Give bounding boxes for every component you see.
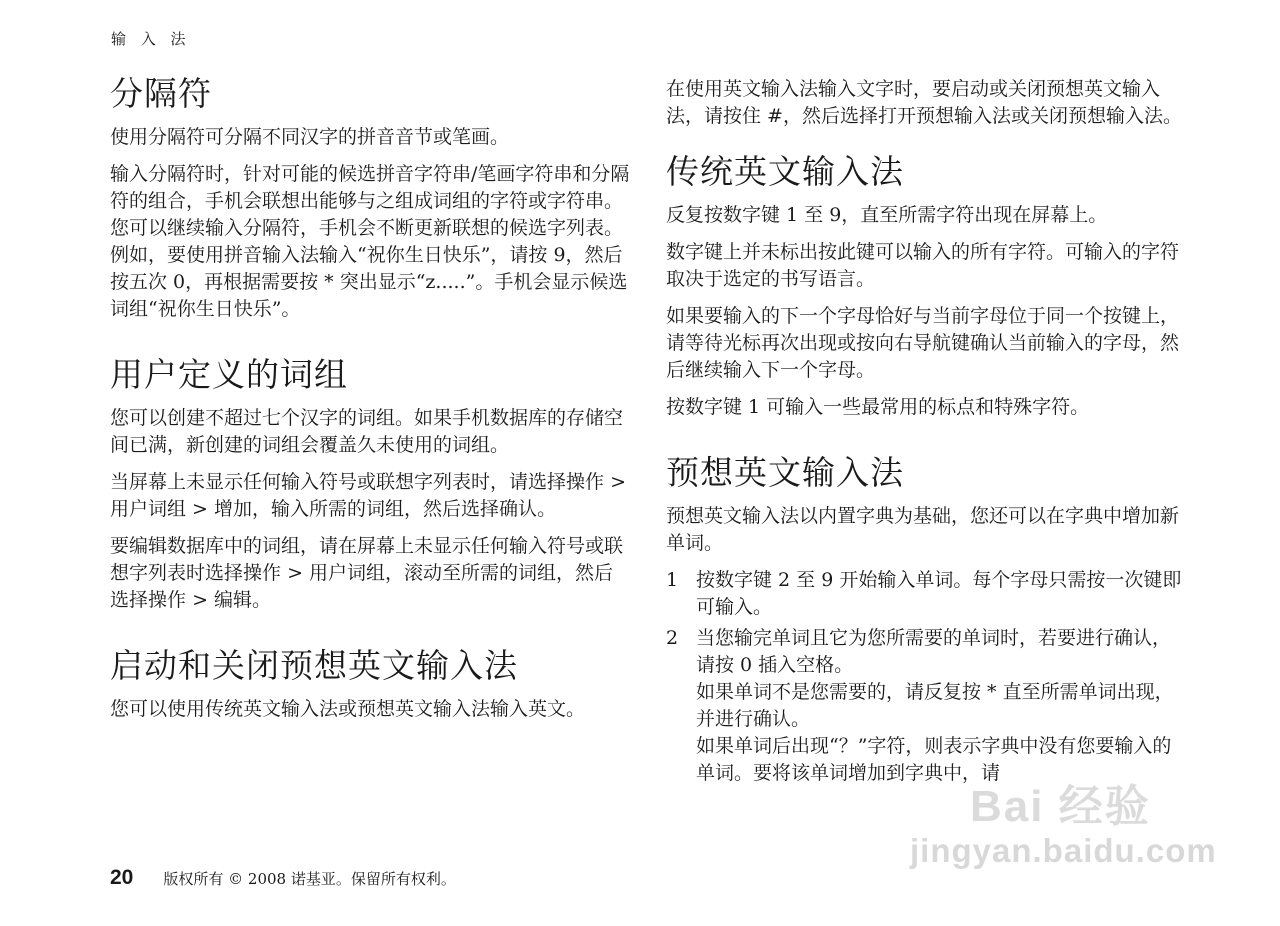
menu-path-edit: 编辑 bbox=[214, 589, 253, 611]
paragraph: 在使用英文输入法输入文字时，要启动或关闭预想英文输入法，请按住 #，然后选择打开预想输入法或关闭预想输入法。 bbox=[666, 78, 1183, 127]
key-hash: # bbox=[767, 105, 783, 127]
section-title-user-phrases: 用户定义的词组 bbox=[110, 355, 348, 394]
steps-list bbox=[666, 567, 1186, 787]
section-title-predictive: 预想英文输入法 bbox=[666, 453, 904, 492]
menu-path-confirm: 确认 bbox=[499, 498, 538, 520]
watermark-url: jingyan.baidu.com bbox=[910, 832, 1217, 869]
section-title-separator: 分隔符 bbox=[110, 74, 212, 113]
paragraph: 反复按数字键 1 至 9，直至所需字符出现在屏幕上。 bbox=[666, 204, 1108, 226]
section-title-traditional: 传统英文输入法 bbox=[666, 152, 904, 191]
paragraph: 要编辑数据库中的词组，请在屏幕上未显示任何输入符号或联想字列表时选择操作 > 用户词组，滚动至所需的词组，然后选择操作 > 编辑。 bbox=[110, 535, 624, 611]
menu-option-writing-language: 书写语言 bbox=[780, 268, 857, 290]
menu-path-user-phrases: 用户词组 bbox=[110, 498, 187, 520]
paragraph: 使用分隔符可分隔不同汉字的拼音音节或笔画。 bbox=[110, 126, 510, 148]
paragraph: 输入分隔符时，针对可能的候选拼音字符串/笔画字符串和分隔符的组合，手机会联想出能够与之组成词组的字符或字符串。您可以继续输入分隔符，手机会不断更新联想的候选字列表。例如，要使用拼音输入法输入“祝你生日快乐”，请按 9，然后按五次 0，再根据需要按 * 突出显示“z.....”。手机会显示候选词组“祝你生日快乐”。 bbox=[110, 163, 630, 320]
menu-path-options: 操作 bbox=[148, 589, 187, 611]
paragraph: 您可以使用传统英文输入法或预想英文输入法输入英文。 bbox=[110, 698, 586, 720]
right-column bbox=[666, 76, 1186, 791]
paragraph: 如果要输入的下一个字母恰好与当前字母位于同一个按键上，请等待光标再次出现或按向右导航键确认当前输入的字母，然后继续输入下一个字母。 bbox=[666, 305, 1180, 381]
running-header: 输 入 法 bbox=[111, 30, 191, 48]
paragraph: 按数字键 1 可输入一些最常用的标点和特殊字符。 bbox=[666, 396, 1090, 418]
menu-option-predictive-on: 打开预想输入法 bbox=[877, 105, 1011, 127]
paragraph: 预想英文输入法以内置字典为基础，您还可以在字典中增加新单词。 bbox=[666, 505, 1180, 554]
menu-path-add: 增加 bbox=[214, 498, 253, 520]
copyright: 版权所有 © 2008 诺基亚。保留所有权利。 bbox=[163, 870, 456, 888]
page-number: 20 bbox=[110, 866, 134, 889]
menu-path-options: 操作 bbox=[243, 562, 282, 584]
list-item: 2 当您输完单词且它为您所需要的单词时，若要进行确认，请按 0 插入空格。 如果单词不是您需要的，请反复按 * 直至所需单词出现，并进行确认。 如果单词后出现“？”字符，则表示字典中没有您要输入的单词。要将该单词增加到字典中，请 bbox=[666, 627, 1174, 784]
menu-path-user-phrases: 用户词组 bbox=[309, 562, 386, 584]
left-column bbox=[110, 74, 630, 733]
section-title-predictive-toggle: 启动和关闭预想英文输入法 bbox=[110, 646, 518, 685]
paragraph: 数字键上并未标出按此键可以输入的所有字符。可输入的字符取决于选定的书写语言。 bbox=[666, 241, 1180, 290]
list-item: 1 按数字键 2 至 9 开始输入单词。每个字母只需按一次键即可输入。 bbox=[666, 569, 1182, 618]
paragraph: 您可以创建不超过七个汉字的词组。如果手机数据库的存储空间已满，新创建的词组会覆盖久未使用的词组。 bbox=[110, 407, 624, 456]
paragraph: 当屏幕上未显示任何输入符号或联想字列表时，请选择操作 > 用户词组 > 增加，输入所需的词组，然后选择确认。 bbox=[110, 471, 626, 520]
watermark bbox=[900, 770, 1230, 880]
page-footer bbox=[110, 866, 456, 890]
menu-path-options: 操作 bbox=[566, 471, 605, 493]
menu-option-predictive-off: 关闭预想输入法 bbox=[1030, 105, 1164, 127]
watermark-logo: Bai 经验 bbox=[970, 782, 1151, 831]
